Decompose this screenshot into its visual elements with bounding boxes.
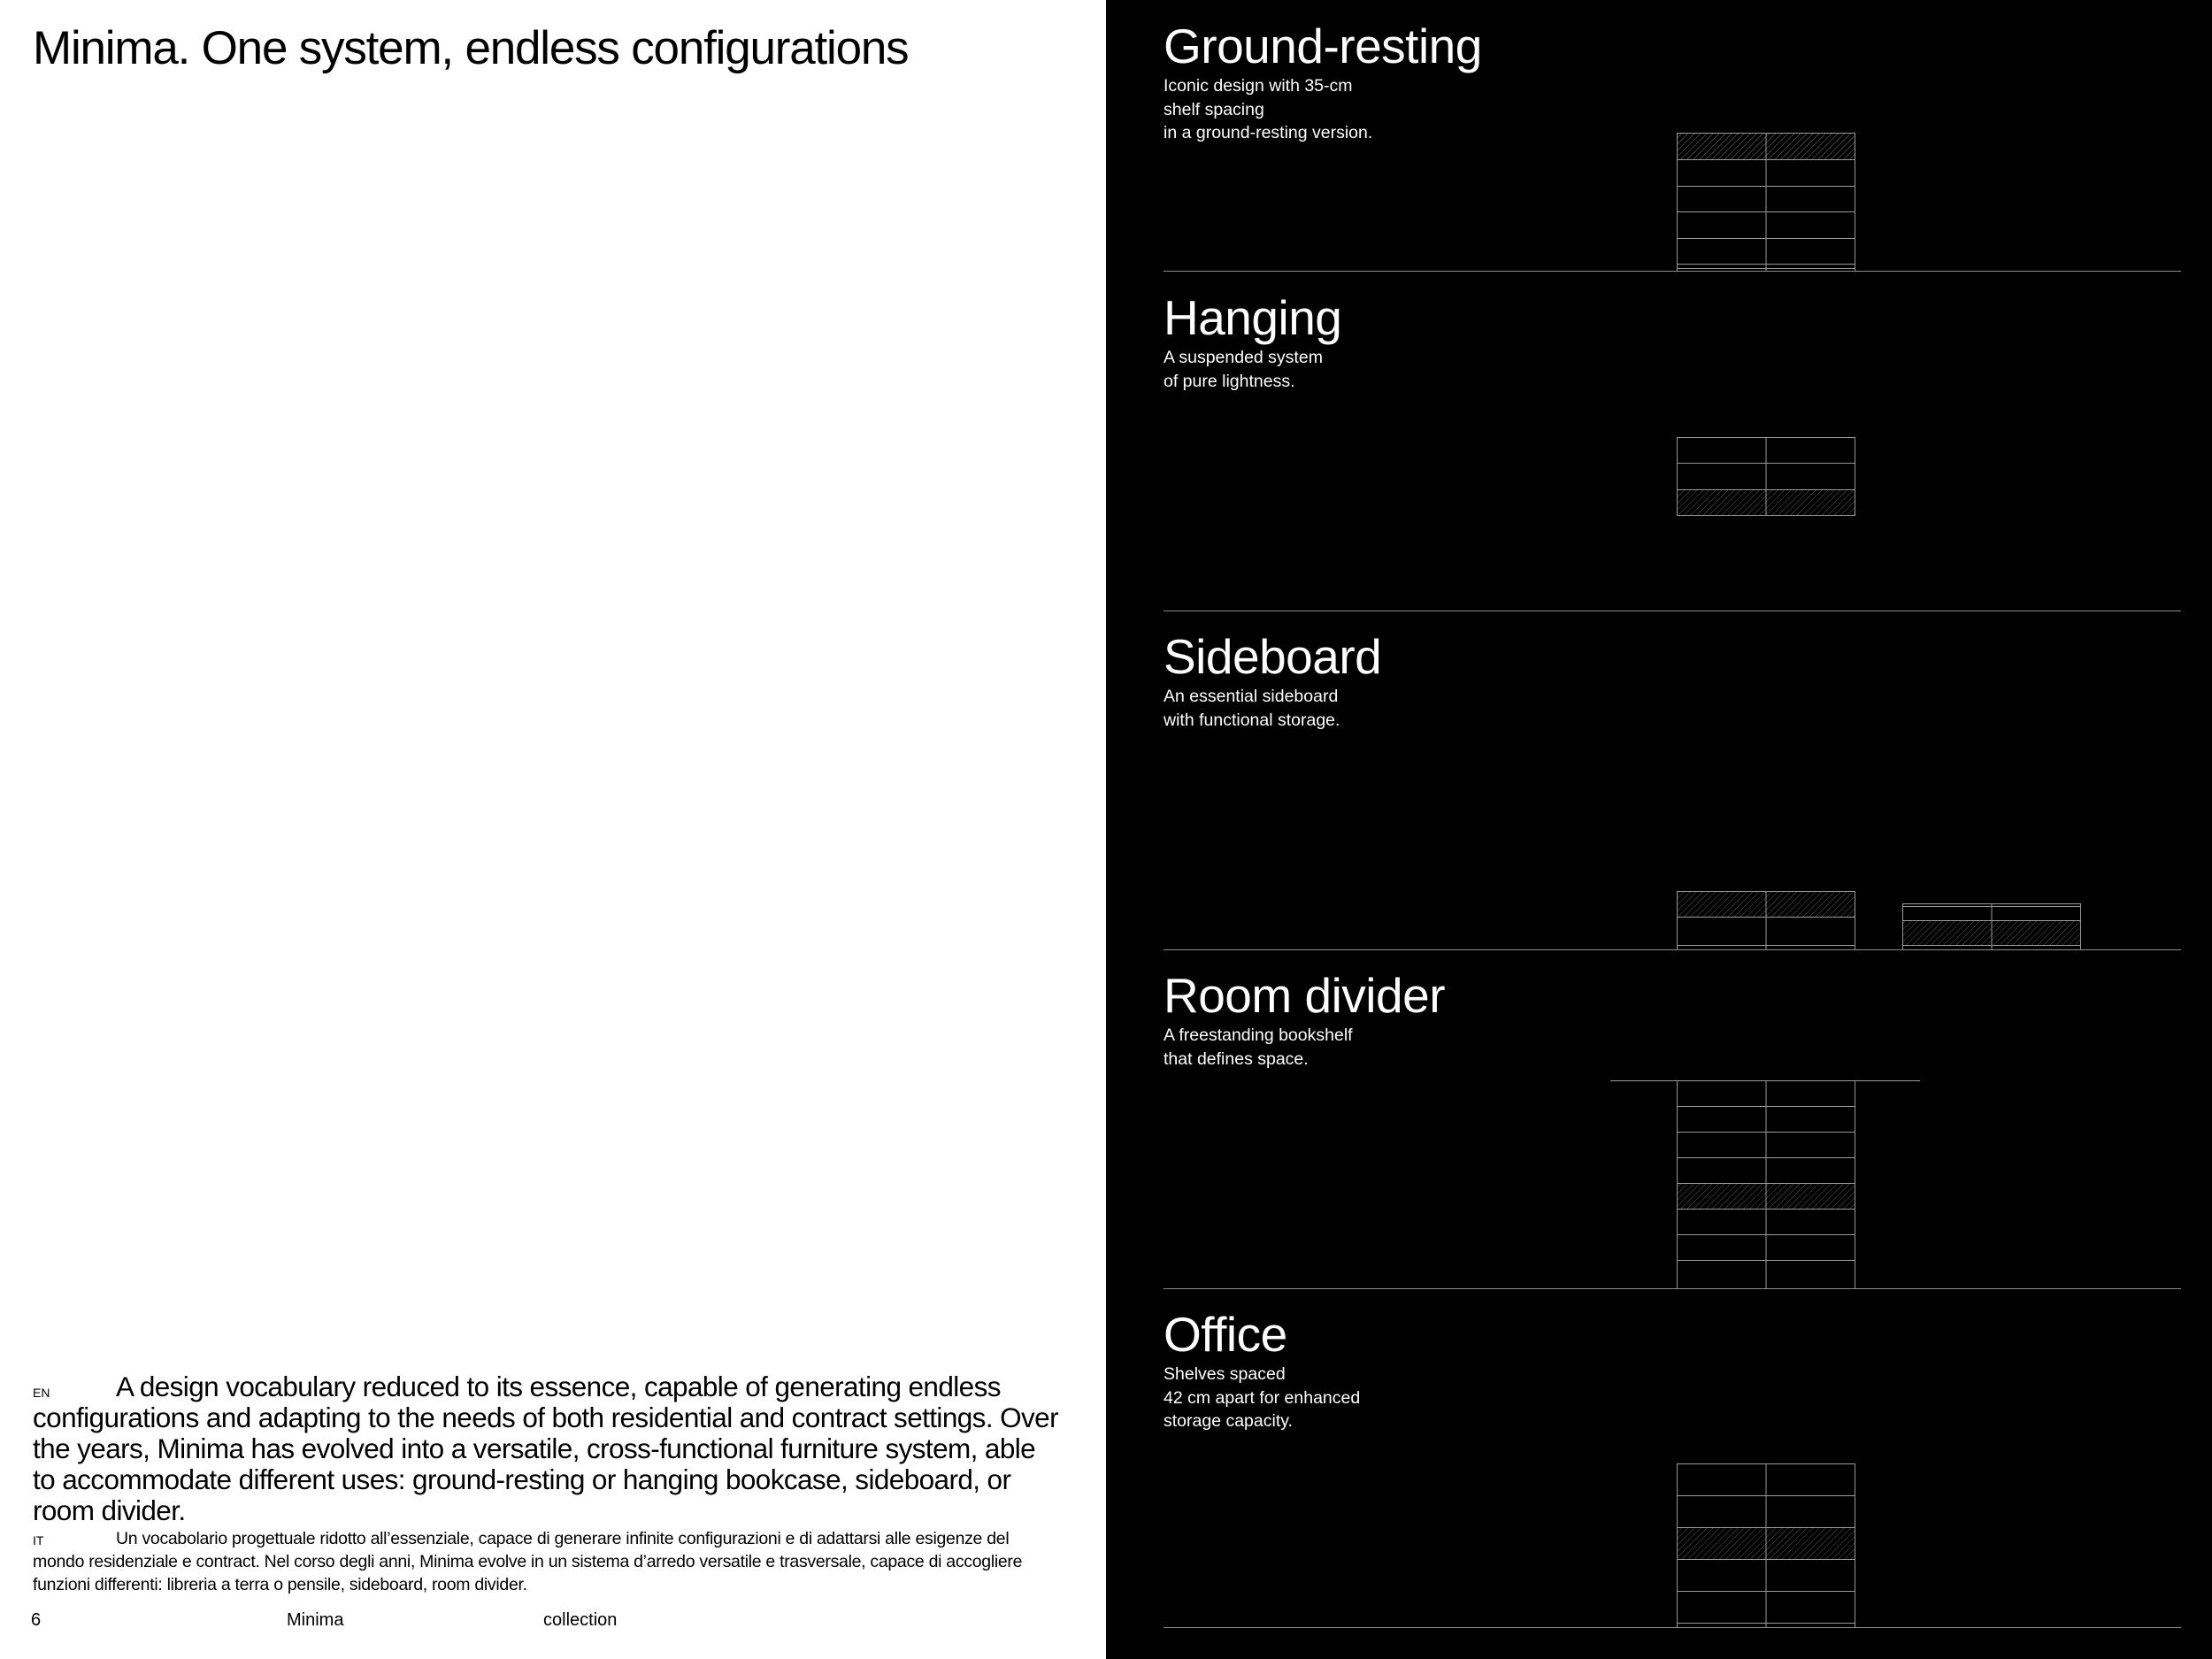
description-line: 42 cm apart for enhanced bbox=[1164, 1387, 1361, 1408]
section-baseline bbox=[1164, 1627, 2181, 1628]
section-title: Sideboard bbox=[1164, 629, 1382, 684]
section-title: Ground-resting bbox=[1164, 19, 1482, 73]
section-hanging bbox=[1164, 291, 2181, 630]
description-line: that defines space. bbox=[1164, 1048, 1309, 1069]
italian-paragraph: Un vocabolario progettuale ridotto all’essenziale, capace di generare infinite configurazioni e di adattarsi alle esigenze del mondo residenziale e contract. Nel corso degli anni, Minima evolve in un sistema d’arredo versatile e trasversale, capace di accogliere funzioni differenti: libreria a terra o pensile, sideboard, room divider. bbox=[33, 1529, 1023, 1594]
section-title: Room divider bbox=[1164, 968, 1446, 1023]
section-sideboard bbox=[1164, 630, 2181, 969]
description-line: A freestanding bookshelf bbox=[1164, 1025, 1353, 1045]
section-office bbox=[1164, 1308, 2181, 1647]
page-title: Minima. One system, endless configurations bbox=[33, 22, 909, 74]
section-baseline bbox=[1164, 1288, 2181, 1289]
en-language-label: EN bbox=[33, 1386, 50, 1400]
sideboard-diagram bbox=[1164, 630, 2181, 950]
description-line: of pure lightness. bbox=[1164, 371, 1295, 391]
description-line: shelf spacing bbox=[1164, 99, 1264, 119]
page-number: 6 bbox=[31, 1610, 42, 1630]
description-line: Shelves spaced bbox=[1164, 1364, 1286, 1384]
description-line: with functional storage. bbox=[1164, 710, 1340, 730]
footer-collection: collection bbox=[543, 1610, 618, 1630]
english-paragraph: A design vocabulary reduced to its essence, capable of generating endless configurations and adapting to the needs of both residential and contract settings. Over the years, Minima has evolved into a versatile, cross-functional furniture system, able to accommodate different uses: ground-resting or hanging bookcase, sideboard, or room divider. bbox=[33, 1371, 1058, 1526]
description-line: An essential sideboard bbox=[1164, 687, 1339, 706]
right-page bbox=[1106, 0, 2212, 1659]
description-line: in a ground-resting version. bbox=[1164, 123, 1373, 142]
english-paragraph-block bbox=[33, 1371, 1059, 1526]
italian-paragraph-block bbox=[33, 1527, 1059, 1596]
room-divider-diagram bbox=[1164, 969, 2181, 1289]
description-line: storage capacity. bbox=[1164, 1411, 1293, 1431]
section-baseline bbox=[1164, 271, 2181, 272]
ground-resting-diagram bbox=[1164, 19, 2181, 276]
hanging-diagram bbox=[1164, 291, 2181, 610]
description-line: A suspended system bbox=[1164, 348, 1323, 367]
description-line: Iconic design with 35-cm bbox=[1164, 76, 1353, 96]
section-baseline bbox=[1164, 949, 2181, 950]
section-title: Hanging bbox=[1164, 290, 1342, 345]
footer-name: Minima bbox=[287, 1610, 344, 1630]
office-diagram bbox=[1164, 1308, 2181, 1628]
section-room-divider bbox=[1164, 969, 2181, 1308]
section-title: Office bbox=[1164, 1307, 1287, 1362]
it-language-label: IT bbox=[33, 1533, 44, 1548]
